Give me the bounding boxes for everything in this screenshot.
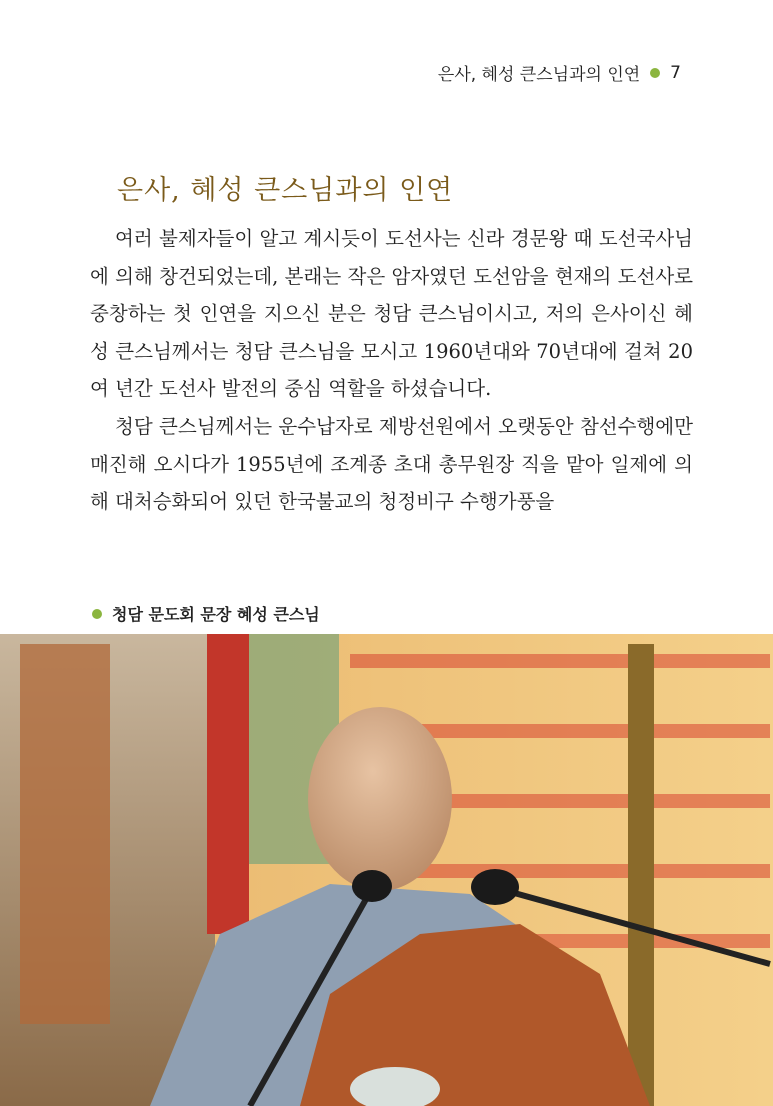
paragraph: 여러 불제자들이 알고 계시듯이 도선사는 신라 경문왕 때 도선국사님에 의해 창건되었는데, 본래는 작은 암자였던 도선암을 현재의 도선사로 중창하는 첫 인연을 지으신 분은 청담 큰스님이시고, 저의 은사이신 혜성 큰스님께서는 청담 큰스님을 모시고 1960년대와 70년대에 걸쳐 20여 년간 도선사 발전의 중심 역할을 하셨습니다. — [90, 227, 693, 401]
candle-stand — [628, 644, 654, 1106]
microphone-right-head — [471, 869, 519, 905]
microphone-left-head — [352, 870, 392, 902]
running-header — [438, 60, 681, 85]
buddha-robe — [20, 644, 110, 1024]
bullet-dot-icon — [92, 609, 102, 619]
monk-head — [308, 707, 452, 891]
monk-photo — [0, 634, 773, 1106]
photo-caption — [92, 602, 320, 625]
running-title: 은사, 혜성 큰스님과의 인연 — [437, 65, 641, 85]
section-title: 은사, 혜성 큰스님과의 인연 — [117, 175, 454, 206]
photo-caption-text: 청담 문도회 문장 혜성 큰스님 — [112, 605, 320, 624]
red-banner — [207, 634, 249, 934]
paragraph: 청담 큰스님께서는 운수납자로 제방선원에서 오랫동안 참선수행에만 매진해 오시다가 1955년에 조계종 초대 총무원장 직을 맡아 일제에 의해 대처승화되어 있던 한국불교의 청정비구 수행가풍을 — [90, 414, 693, 514]
bullet-dot-icon — [650, 68, 660, 78]
page-number: 7 — [670, 62, 681, 83]
body-text — [90, 220, 693, 521]
